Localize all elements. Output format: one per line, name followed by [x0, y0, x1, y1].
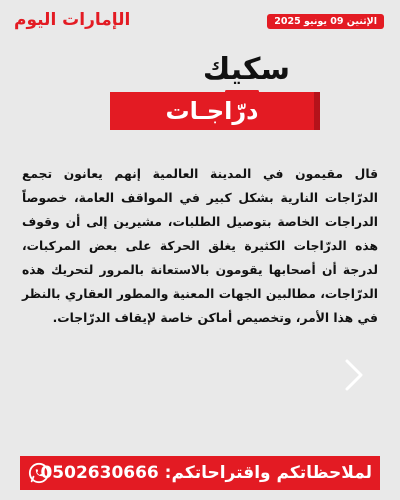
chevron-right-icon[interactable] [344, 358, 366, 392]
contact-footer[interactable] [20, 456, 380, 490]
section-title: درّاجـات [165, 97, 259, 125]
title-bar-edge [314, 92, 320, 130]
whatsapp-icon [28, 462, 50, 484]
date-badge: الإثنين 09 يونيو 2025 [267, 14, 384, 29]
section-title-bar [110, 92, 314, 130]
contact-text: لملاحظاتكم واقتراحاتكم: 0502630666 [40, 463, 372, 483]
brand-logo: الإمارات اليوم [14, 10, 131, 30]
section-logo-text: سكيك [202, 52, 290, 87]
article-body: قال مقيمون في المدينة العالمية إنهم يعانون تجمع الدرّاجات النارية بشكل كبير في المواقف العامة، خصوصاً الدراجات الخاصة بتوصيل الطلبات، مشيرين إلى أن وقوف هذه الدرّاجات الكثيرة يغلق الحركة على بعض المركبات، لدرجة أن أصحابها يقومون بالاستعانة بالمرور لتحريك هذه الدرّاجات، مطالبين الجهات المعنية والمطور العقاري بالنظر في هذا الأمر، وتخصيص أماكن خاصة لإيقاف الدرّاجات. [22, 167, 378, 326]
section-logo [203, 52, 290, 87]
